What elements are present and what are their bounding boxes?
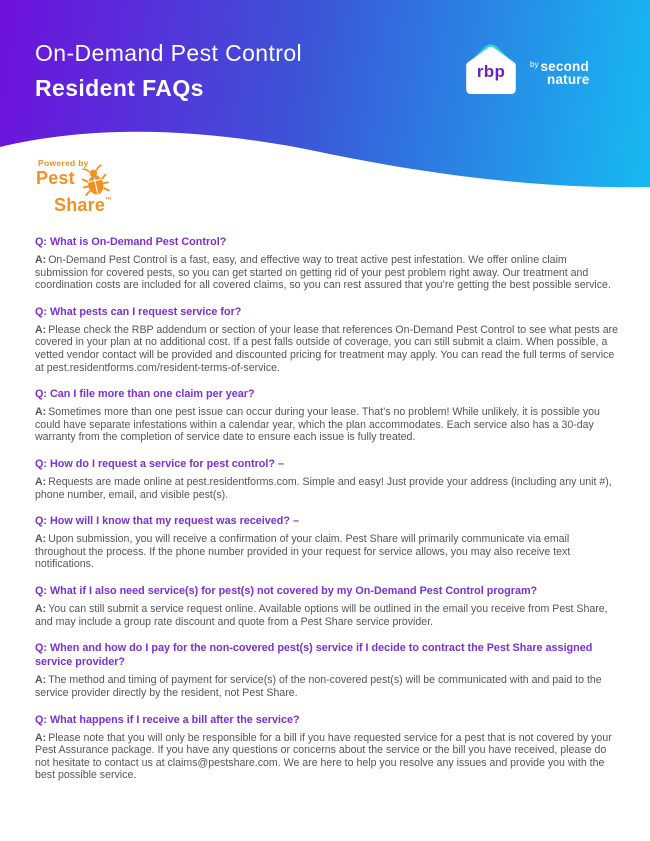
faq-answer — [35, 476, 618, 501]
brand-word-nature: nature — [547, 72, 590, 87]
faq-list — [35, 235, 618, 795]
faq-answer — [35, 533, 618, 571]
answer-prefix: A: — [35, 603, 47, 616]
page-title — [35, 40, 302, 102]
answer-prefix: A: — [35, 476, 47, 489]
brand-word-second: second — [540, 59, 589, 74]
faq-question: Q: How will I know that my request was received? – — [35, 515, 299, 528]
faq-question: Q: What happens if I receive a bill after the service? — [35, 713, 300, 726]
answer-prefix: A: — [35, 674, 47, 687]
answer-text: The method and timing of payment for service(s) of the non-covered pest(s) will be communicated with and paid to the service provider directly by the resident, not Pest Share. — [35, 674, 602, 699]
answer-text: Upon submission, you will receive a confirmation of your claim. Pest Share will primarily communicate via email throughout the process. If the phone number provided in your request for service allows, you may also receive text notifications. — [35, 533, 571, 571]
trademark-symbol: ™ — [105, 197, 113, 204]
rbp-logo-text: rbp — [476, 62, 506, 81]
pest-share-logo — [36, 158, 166, 216]
powered-by-label: Powered by — [38, 158, 89, 168]
faq-item — [35, 514, 618, 571]
answer-text: Please check the RBP addendum or section of your lease that references On-Demand Pest Control to see what pests are covered in your plan at no additional cost. If a pest falls outside of coverage, you can still submit a claim. When possible, a vetted vendor contact will be provided and discounted pricing for treatment may apply. You can read the full terms of service at pest.residentforms.com/resident-terms-of-service. — [35, 323, 619, 374]
faq-question: Q: What pests can I request service for? — [35, 305, 242, 318]
pest-share-word-1: Pest — [36, 168, 75, 188]
faq-answer — [35, 603, 618, 628]
faq-item — [35, 387, 618, 444]
faq-item — [35, 457, 618, 501]
faq-answer — [35, 406, 618, 444]
faq-answer — [35, 674, 618, 699]
faq-item — [35, 305, 618, 374]
bug-icon — [79, 164, 111, 199]
rbp-logo — [464, 42, 520, 100]
faq-item — [35, 713, 618, 782]
answer-prefix: A: — [35, 731, 47, 744]
faq-item — [35, 584, 618, 628]
faq-answer — [35, 254, 618, 292]
title-line-2: Resident FAQs — [35, 74, 204, 101]
answer-prefix: A: — [35, 254, 47, 267]
answer-prefix: A: — [35, 533, 47, 546]
faq-answer — [35, 732, 618, 782]
pest-share-word-2: Share — [54, 195, 106, 215]
title-line-1: On-Demand Pest Control — [35, 40, 303, 66]
faq-question: Q: What is On-Demand Pest Control? — [35, 236, 227, 248]
faq-answer — [35, 324, 618, 374]
answer-prefix: A: — [35, 323, 47, 336]
faq-question: Q: How do I request a service for pest control? – — [35, 458, 284, 471]
answer-text: You can still submit a service request online. Available options will be outlined in the email you receive from Pest Share, and may include a group rate discount and quote from a Pest Share service provider. — [35, 603, 608, 628]
faq-item — [35, 235, 618, 292]
faq-question: Q: When and how do I pay for the non-covered pest(s) service if I decide to contract the Pest Share assigned service provider? — [35, 642, 593, 669]
byline-by: by — [530, 60, 539, 69]
faq-item — [35, 641, 618, 699]
answer-text: On-Demand Pest Control is a fast, easy, and effective way to treat active pest infestation. We offer online claim submission for covered pests, so you can get started on getting rid of your pest problem right away. Our treatment and coordination costs are included for all covered claims, so you can rest assured that you’re getting the best possible service. — [35, 254, 611, 292]
answer-prefix: A: — [35, 406, 47, 419]
second-nature-brand — [530, 58, 589, 86]
answer-text: Please note that you will only be responsible for a bill if you have requested service for a pest that is not covered by your Pest Assurance package. If you have any questions or concerns about the service or the bill you have received, please do not hesitate to contact us at claims@pestshare.com. We are here to help you resolve any issues and provide you with the best possible service. — [35, 731, 612, 782]
faq-question: Q: What if I also need service(s) for pest(s) not covered by my On-Demand Pest Control program? — [35, 585, 538, 598]
answer-text: Requests are made online at pest.residentforms.com. Simple and easy! Just provide your address (including any unit #), phone number, email, and visible pest(s). — [35, 476, 612, 501]
faq-question: Q: Can I file more than one claim per year? — [35, 388, 255, 401]
answer-text: Sometimes more than one pest issue can occur during your lease. That’s no problem! While unlikely, it is possible you could have separate infestations within a calendar year, which the plan accommodates. Each service also has a 30-day warranty from the completion of service date to ensure each issue is fully treated. — [35, 406, 600, 444]
